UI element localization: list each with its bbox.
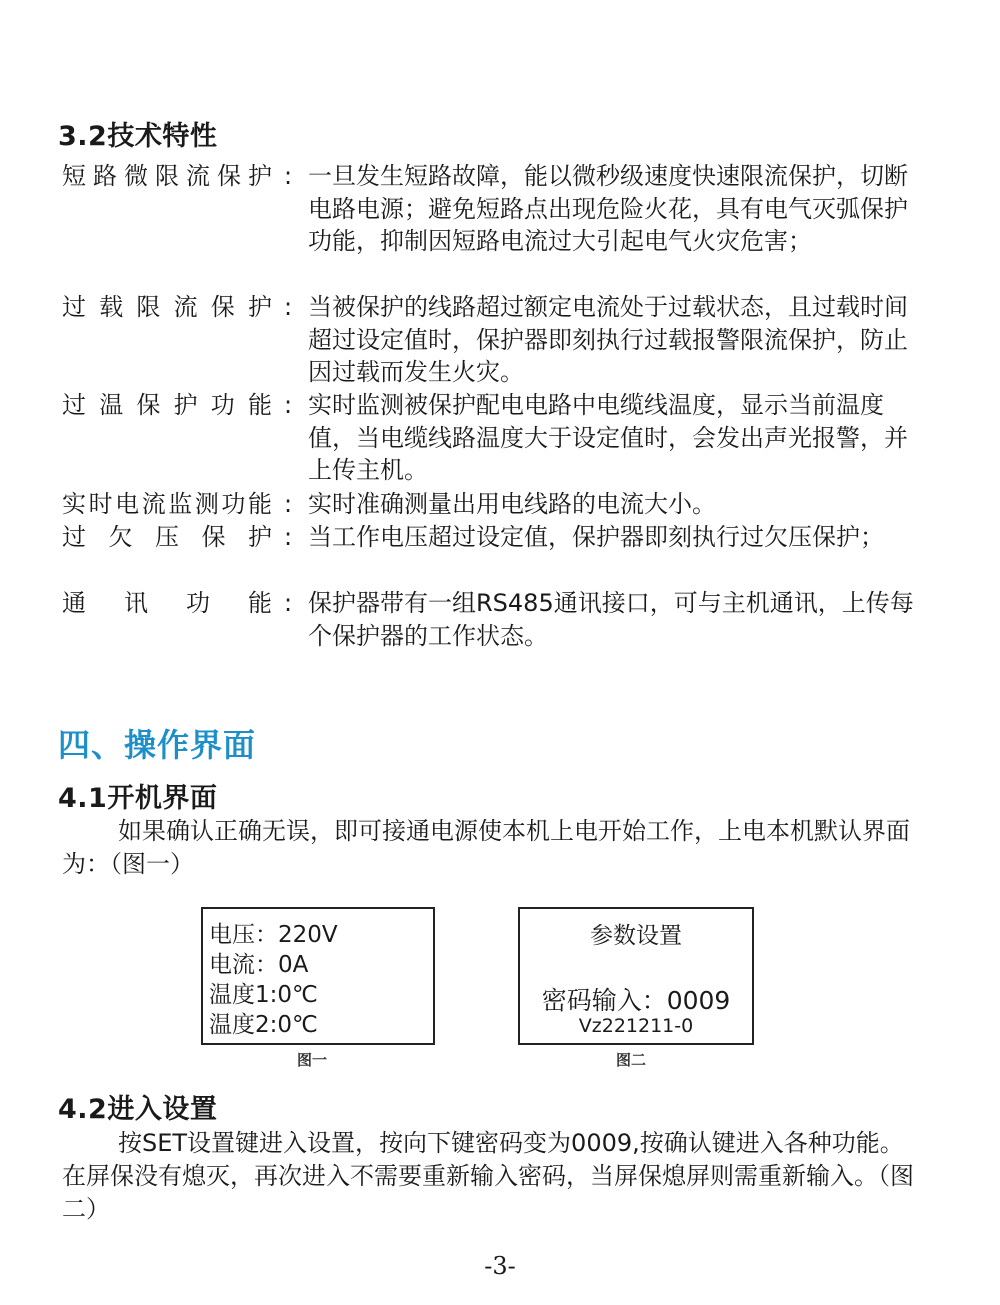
feature-label-char: 护 — [248, 162, 272, 190]
feature-label-char: 流 — [186, 162, 210, 190]
feature-label — [62, 587, 272, 620]
feature-label-char: 保 — [210, 293, 235, 321]
feature-label-char: 功 — [221, 490, 246, 518]
feature-label-char: 功 — [186, 589, 210, 617]
feature-desc: 当被保护的线路超过额定电流处于过载状态，且过载时间超过设定值时，保护器即刻执行过载报警限流保护，防止因过载而发生火灾。 — [308, 293, 908, 386]
feature-label-char: 过 — [62, 293, 86, 321]
feature-label — [62, 389, 272, 422]
feature-label-char: 通 — [62, 589, 86, 617]
feature-desc: 实时准确测量出用电线路的电流大小。 — [308, 490, 716, 518]
feature-label-char: 监 — [168, 490, 193, 518]
feature-desc: 一旦发生短路故障，能以微秒级速度快速限流保护，切断电路电源；避免短路点出现危险火花，具有电气灭弧保护功能，抑制因短路电流过大引起电气火灾危害； — [308, 162, 908, 255]
section-4-1-paragraph: 如果确认正确无误，即可接通电源使本机上电开始工作，上电本机默认界面为：（图一） — [62, 817, 910, 878]
feature-label-char: 测 — [194, 490, 219, 518]
section-4-2-paragraph: 按SET设置键进入设置，按向下键密码变为0009,按确认键进入各种功能。在屏保没有熄灭，再次进入不需要重新输入密码，当屏保熄屏则需重新输入。（图二） — [62, 1129, 914, 1223]
version-readout: Vz221211-0 — [578, 1015, 694, 1037]
current-readout: 电流：0A — [209, 952, 309, 978]
feature-label-char: 护 — [248, 523, 272, 551]
section-3-2-title: 3.2技术特性 — [58, 121, 218, 152]
figure-1-screen — [201, 907, 435, 1045]
password-input-readout: 密码输入：0009 — [541, 986, 731, 1015]
feature-label — [62, 160, 272, 193]
figure-2-screen — [518, 907, 754, 1045]
feature-label-char: 微 — [124, 162, 148, 190]
feature-label-char: 能 — [247, 391, 272, 419]
feature-label-char: 温 — [99, 391, 124, 419]
feature-label-char: 过 — [62, 391, 86, 419]
feature-desc: 实时监测被保护配电电路中电缆线温度，显示当前温度值，当电缆线路温度大于设定值时，会发出声光报警，并上传主机。 — [308, 391, 908, 484]
feature-label-char: 能 — [247, 490, 272, 518]
feature-label-char: 实 — [62, 490, 86, 518]
feature-label-char: 护 — [173, 391, 198, 419]
feature-label-char: 压 — [155, 523, 179, 551]
figure-2-caption: 图二 — [616, 1051, 647, 1069]
feature-label-char: 保 — [201, 523, 226, 551]
section-4-1-title: 4.1开机界面 — [58, 783, 218, 814]
feature-label-char: 过 — [62, 523, 86, 551]
feature-label-char: 欠 — [108, 523, 133, 551]
feature-label — [62, 488, 272, 521]
feature-label-char: 路 — [93, 162, 117, 190]
feature-desc: 保护器带有一组RS485通讯接口，可与主机通讯，上传每个保护器的工作状态。 — [308, 589, 914, 650]
feature-label — [62, 291, 272, 324]
feature-label-char: 讯 — [124, 589, 148, 617]
feature-label-char: 时 — [88, 490, 113, 518]
feature-label-char: 电 — [115, 490, 140, 518]
feature-label-char: 保 — [217, 162, 241, 190]
feature-label-char: 功 — [210, 391, 235, 419]
feature-label-char: 限 — [155, 162, 179, 190]
chapter-4-title: 四、操作界面 — [58, 726, 257, 764]
feature-label-char: 载 — [99, 293, 124, 321]
feature-label-char: 限 — [136, 293, 161, 321]
temp1-readout: 温度1:0℃ — [209, 982, 318, 1008]
temp2-readout: 温度2:0℃ — [209, 1012, 318, 1038]
voltage-readout: 电压：220V — [209, 922, 338, 948]
feature-label-char: 护 — [247, 293, 272, 321]
feature-label-char: 流 — [141, 490, 166, 518]
feature-label-char: 能 — [248, 589, 272, 617]
param-settings-title: 参数设置 — [590, 923, 682, 949]
feature-label-char: 流 — [173, 293, 198, 321]
section-4-2-title: 4.2进入设置 — [58, 1094, 218, 1125]
feature-label-char: 保 — [136, 391, 161, 419]
feature-desc: 当工作电压超过设定值，保护器即刻执行过欠压保护； — [308, 523, 884, 551]
feature-label-char: 短 — [62, 162, 86, 190]
figure-1-caption: 图一 — [297, 1051, 328, 1069]
page-number: -3- — [484, 1252, 516, 1280]
feature-label — [62, 521, 272, 554]
